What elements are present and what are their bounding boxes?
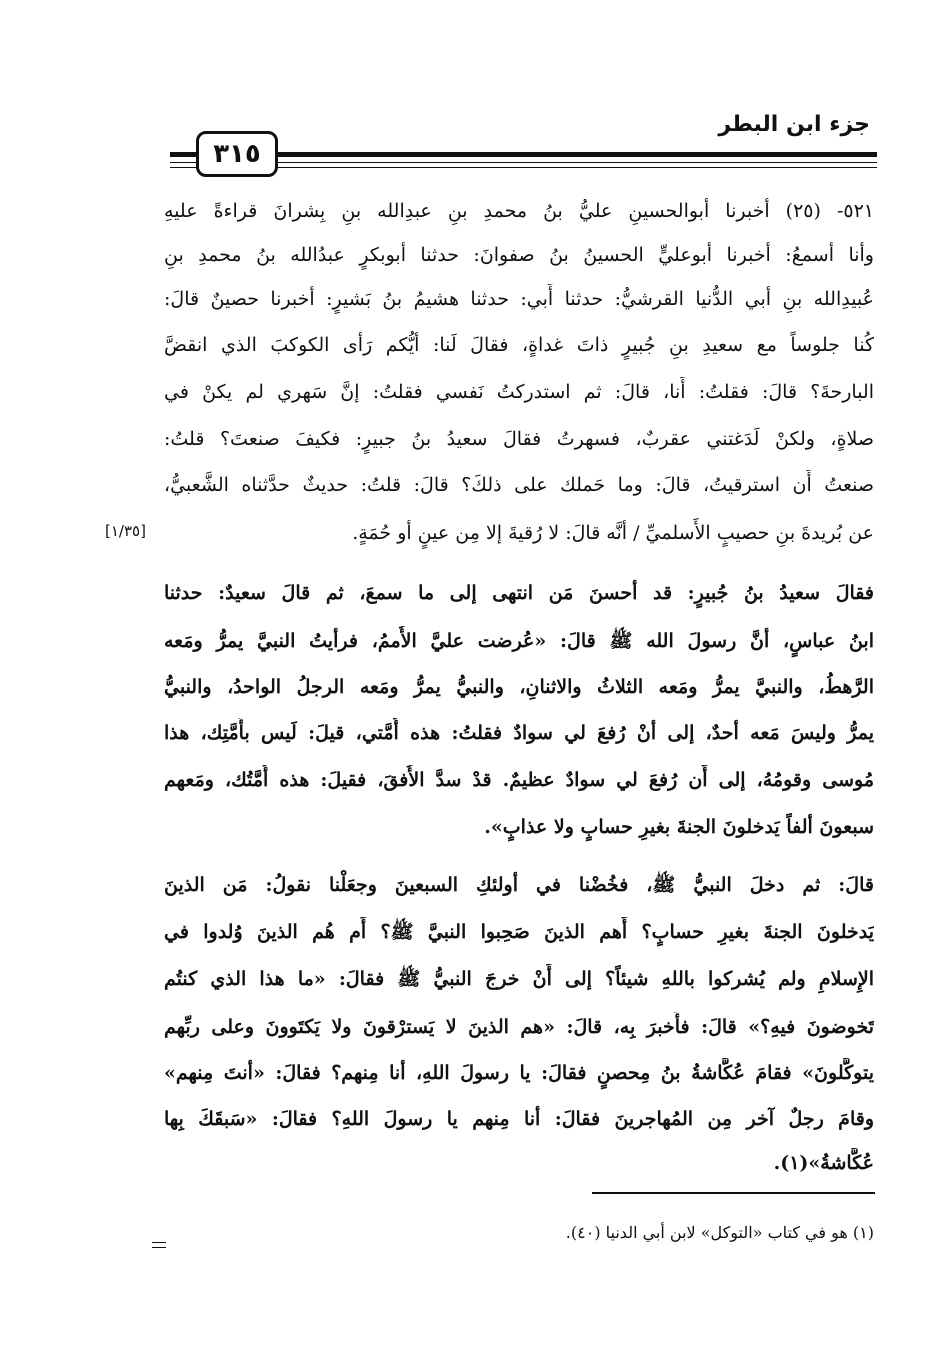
- text-line: عُبيدِالله بنِ أبي الدُّنيا القرشيُّ: حدثنا أَبي: حدثنا هشيمُ بنُ بَشيرٍ: أخبرنا حصينٌ قالَ:: [164, 288, 874, 310]
- page-mark: [152, 1242, 166, 1248]
- text-line: عُكَّاشةُ»(١).: [773, 1152, 874, 1174]
- page-number: ٣١٥: [196, 131, 278, 177]
- text-line: قالَ: ثم دخلَ النبيُّ ﷺ، فخُضْنا في أولئكِ السبعينَ وجعَلْنا نقولُ: مَن الذينَ: [164, 874, 874, 896]
- text-line: ٥٢١- (٢٥) أخبرنا أبوالحسينِ عليُّ بنُ محمدِ بنِ عبدِالله بنِ بِشرانَ قراءةً عليهِ: [164, 200, 874, 222]
- footnote: (١) هو في كتاب «التوكل» لابن أبي الدنيا (٤٠).: [565, 1223, 874, 1242]
- text-line: وأنا أسمعُ: أخبرنا أبوعليٍّ الحسينُ بنُ صفوانَ: حدثنا أبوبكرٍ عبدُالله بنُ محمدِ بنِ: [164, 244, 874, 266]
- text-line: يتوكَّلونَ» فقامَ عُكَّاشةُ بنُ مِحصنٍ فقالَ: يا رسولَ اللهِ، أنا مِنهم؟ فقالَ: «أنتَ مِنهم»: [164, 1062, 874, 1084]
- text-line: الرَّهطُ، والنبيَّ يمرُّ ومَعه الثلاثُ والاثنانِ، والنبيُّ يمرُّ ومَعه الرجلُ الواحدُ، والنبيُّ: [164, 676, 874, 698]
- text-line: يَدخلونَ الجنةَ بغيرِ حسابٍ؟ أَهم الذينَ صَحِبوا النبيَّ ﷺ؟ أَم هُم الذينَ وُلدوا في: [164, 921, 874, 943]
- text-line: ابنُ عباسٍ، أنَّ رسولَ الله ﷺ قالَ: «عُرضت عليَّ الأُممُ، فرأيتُ النبيَّ يمرُّ ومَعه: [164, 630, 874, 652]
- text-line: يمرُّ وليسَ مَعه أحدٌ، إلى أنْ رُفعَ لي سوادٌ فقلتُ: هذه أُمَّتي، قيلَ: لَيس بأُمَّتِك، هذا: [164, 722, 874, 744]
- text-line: فقالَ سعيدُ بنُ جُبيرٍ: قد أحسنَ مَن انتهى إلى ما سمعَ، ثم قالَ سعيدٌ: حدثنا: [164, 582, 874, 604]
- text-line: عن بُريدةَ بنِ حصيبٍ الأَسلميِّ / أنَّه قالَ: لا رُقيةَ إلا مِن عينٍ أو حُمَةٍ.: [352, 522, 874, 544]
- text-line: صنعتُ أَن استرقيتُ، قالَ: وما حَملك على ذلكَ؟ قالَ: قلتُ: حديثٌ حدَّثناه الشَّعبيُّ،: [164, 474, 874, 496]
- text-line: البارحةَ؟ قالَ: فقلتُ: أَنا، قالَ: ثم استدركتُ نَفسي فقلتُ: إنَّ سَهري لم يكنْ في: [164, 381, 874, 403]
- text-line: الإِسلامِ ولم يُشركوا باللهِ شيئاً؟ إلى أَنْ خرجَ النبيُّ ﷺ فقالَ: «ما هذا الذي كنتُم: [164, 968, 874, 990]
- text-line: سبعونَ ألفاً يَدخلونَ الجنةَ بغيرِ حسابٍ ولا عذابٍ».: [484, 816, 874, 838]
- margin-reference: [١/٣٥]: [105, 522, 146, 540]
- text-line: كُنا جلوساً مع سعيدِ بنِ جُبيرٍ ذاتَ غداةٍ، فقالَ لَنا: أيُّكم رَأى الكوكبَ الذي انقضَّ: [164, 334, 874, 356]
- text-line: وقامَ رجلٌ آخر مِن المُهاجرينَ فقالَ: أنا مِنهم يا رسولَ اللهِ؟ فقالَ: «سَبقَكَ بِها: [164, 1108, 874, 1130]
- text-line: صلاةٍ، ولكنْ لَدَغتني عقربٌ، فسهرتُ فقالَ سعيدُ بنُ جبيرٍ: فكيفَ صنعتَ؟ قلتُ:: [164, 428, 874, 450]
- footnote-separator: [592, 1192, 875, 1194]
- text-line: مُوسى وقومُهُ، إلى أَن رُفعَ لي سوادٌ عظيمٌ. قدْ سدَّ الأُفقَ، فقيلَ: هذه أُمَّتُك، ومَعهم: [164, 769, 874, 791]
- text-line: تَخوضونَ فيهِ؟» قالَ: فأُخبرَ بِه، قالَ: «هم الذينَ لا يَسترْقونَ ولا يَكتَوونَ وعلى ربِّهم: [164, 1016, 874, 1038]
- running-header-title: جزء ابن البطر: [718, 112, 870, 137]
